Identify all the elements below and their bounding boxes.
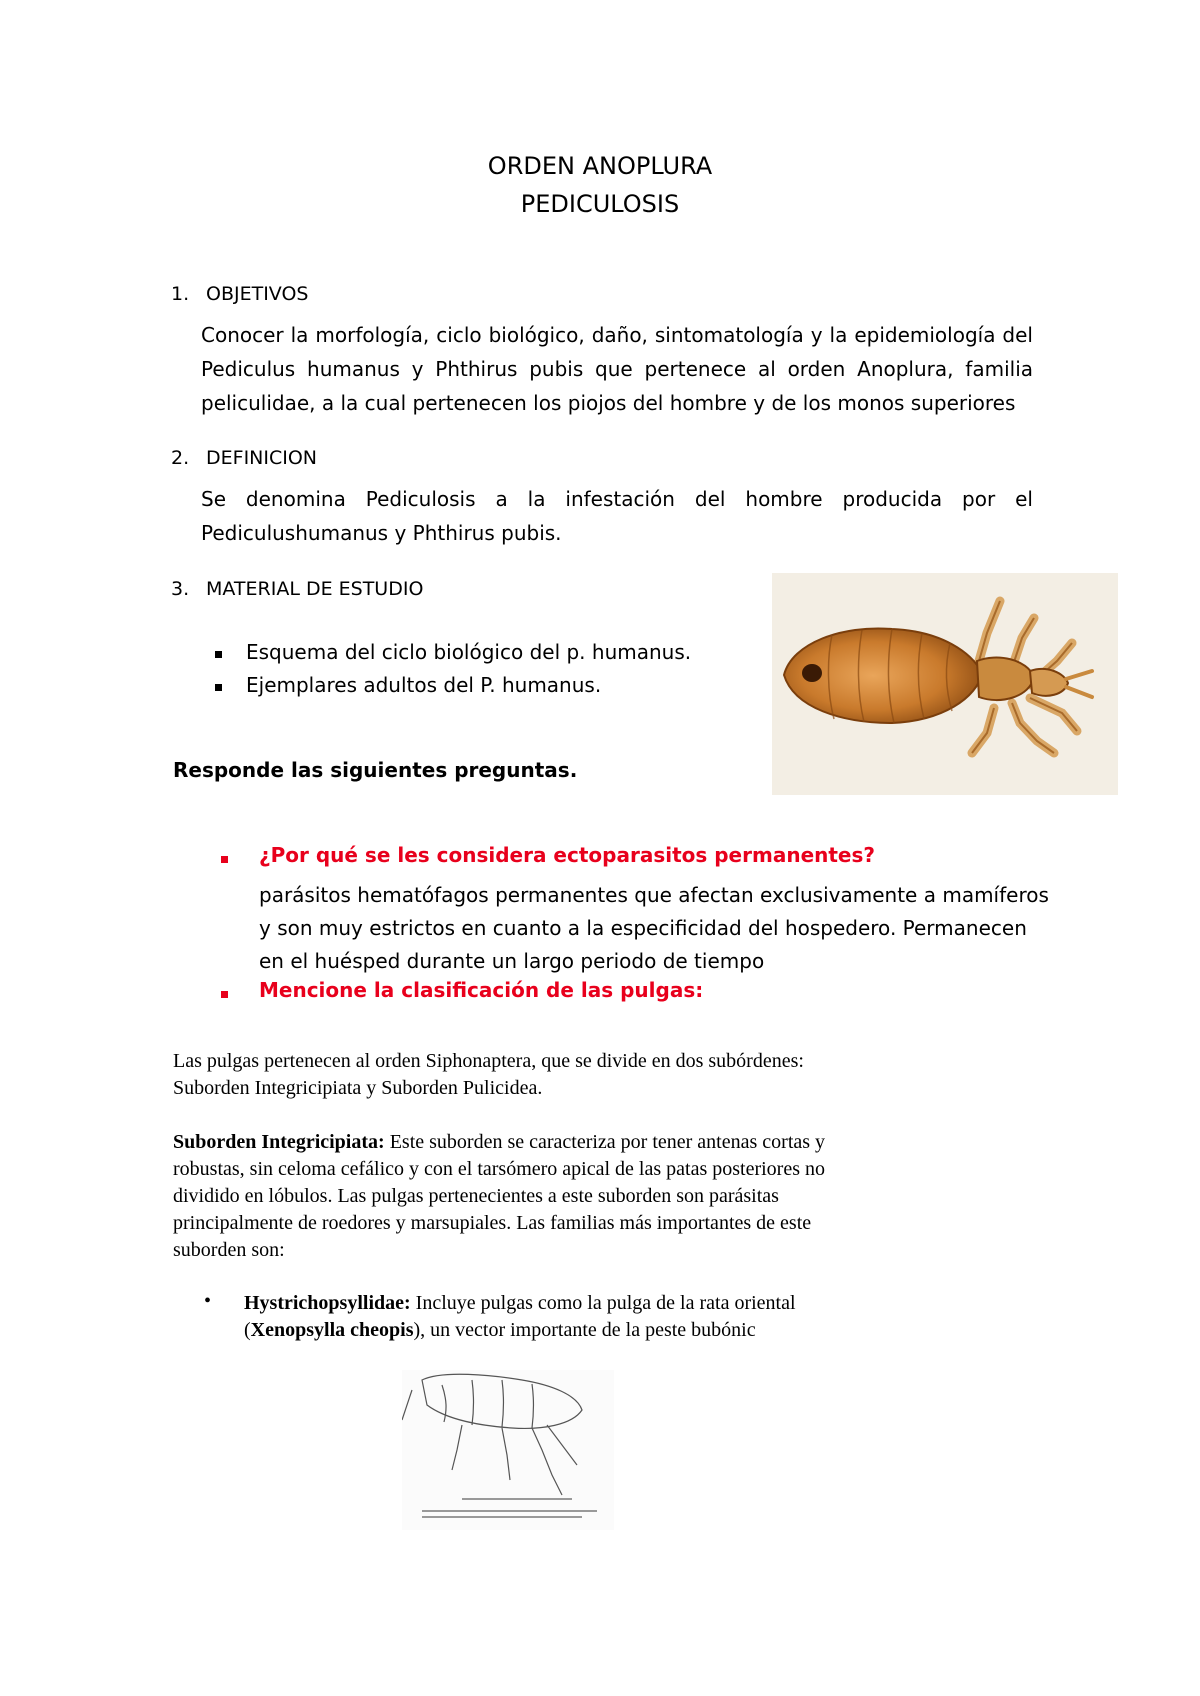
section-heading-label: DEFINICION bbox=[206, 447, 318, 469]
paragraph-line: dividido en lóbulos. Las pulgas pertenecientes a este suborden son parásitas bbox=[173, 1185, 779, 1207]
paragraph-line bbox=[173, 1129, 1033, 1156]
paren-open: ( bbox=[244, 1319, 251, 1341]
material-item: Esquema del ciclo biológico del p. humanus. bbox=[246, 640, 692, 664]
section-heading-objetivos bbox=[171, 283, 309, 305]
paragraph-line: Pediculus humanus y Phthirus pubis que pertenece al orden Anoplura, familia bbox=[201, 357, 1033, 381]
document-title: ORDEN ANOPLURA bbox=[487, 152, 713, 180]
section-heading-material bbox=[171, 578, 423, 600]
paragraph-line: suborden son: bbox=[173, 1239, 285, 1261]
suborden-label: Suborden Integricipiata: bbox=[173, 1131, 385, 1153]
document-subtitle: PEDICULOSIS bbox=[520, 190, 680, 218]
classification-intro bbox=[173, 1048, 1033, 1102]
family-text: Incluye pulgas como la pulga de la rata oriental bbox=[410, 1292, 796, 1314]
paragraph-line bbox=[244, 1317, 1044, 1344]
suborden-paragraph bbox=[173, 1129, 1033, 1264]
family-item bbox=[244, 1290, 1044, 1344]
bullet-square bbox=[215, 684, 222, 691]
bullet-dot: • bbox=[204, 1290, 212, 1312]
answer-1 bbox=[259, 879, 1049, 978]
question-2: Mencione la clasificación de las pulgas: bbox=[259, 978, 704, 1002]
louse-photo bbox=[772, 573, 1118, 795]
objetivos-paragraph bbox=[201, 318, 1033, 420]
definicion-paragraph bbox=[201, 482, 1033, 550]
flea-sketch bbox=[402, 1370, 614, 1530]
bullet-square bbox=[215, 651, 222, 658]
section-number: 2. bbox=[171, 447, 190, 469]
family-label: Hystrichopsyllidae: bbox=[244, 1292, 411, 1314]
paragraph-line: Pediculushumanus y Phthirus pubis. bbox=[201, 521, 562, 545]
paragraph-line: Se denomina Pediculosis a la infestación del hombre producida por el bbox=[201, 487, 1033, 511]
bullet-square bbox=[221, 991, 228, 998]
paragraph-line: Suborden Integricipiata y Suborden Pulicidea. bbox=[173, 1077, 543, 1099]
section-heading-label: OBJETIVOS bbox=[206, 283, 309, 305]
suborden-text: Este suborden se caracteriza por tener antenas cortas y bbox=[384, 1131, 826, 1153]
paragraph-line: Las pulgas pertenecen al orden Siphonaptera, que se divide en dos subórdenes: bbox=[173, 1050, 804, 1072]
louse-illustration bbox=[772, 573, 1118, 795]
section-number: 3. bbox=[171, 578, 190, 600]
section-heading-label: MATERIAL DE ESTUDIO bbox=[206, 578, 424, 600]
bullet-square bbox=[221, 856, 228, 863]
answer-line: en el huésped durante un largo periodo de tiempo bbox=[259, 949, 765, 973]
question-1: ¿Por qué se les considera ectoparasitos permanentes? bbox=[259, 843, 875, 867]
responde-heading: Responde las siguientes preguntas. bbox=[173, 758, 578, 782]
flea-illustration bbox=[402, 1370, 614, 1530]
section-number: 1. bbox=[171, 283, 190, 305]
material-item: Ejemplares adultos del P. humanus. bbox=[246, 673, 602, 697]
paragraph-line bbox=[244, 1290, 1044, 1317]
species-name: Xenopsylla cheopis bbox=[250, 1319, 414, 1341]
family-text-end: ), un vector importante de la peste bubónic bbox=[413, 1319, 756, 1341]
paragraph-line: peliculidae, a la cual pertenecen los piojos del hombre y de los monos superiores bbox=[201, 391, 1016, 415]
paragraph-line: Conocer la morfología, ciclo biológico, daño, sintomatología y la epidemiología del bbox=[201, 323, 1033, 347]
paragraph-line: principalmente de roedores y marsupiales. Las familias más importantes de este bbox=[173, 1212, 812, 1234]
section-heading-definicion bbox=[171, 447, 317, 469]
paragraph-line: robustas, sin celoma cefálico y con el tarsómero apical de las patas posteriores no bbox=[173, 1158, 825, 1180]
answer-line: parásitos hematófagos permanentes que afectan exclusivamente a mamíferos bbox=[259, 883, 1049, 907]
answer-line: y son muy estrictos en cuanto a la especificidad del hospedero. Permanecen bbox=[259, 916, 1027, 940]
